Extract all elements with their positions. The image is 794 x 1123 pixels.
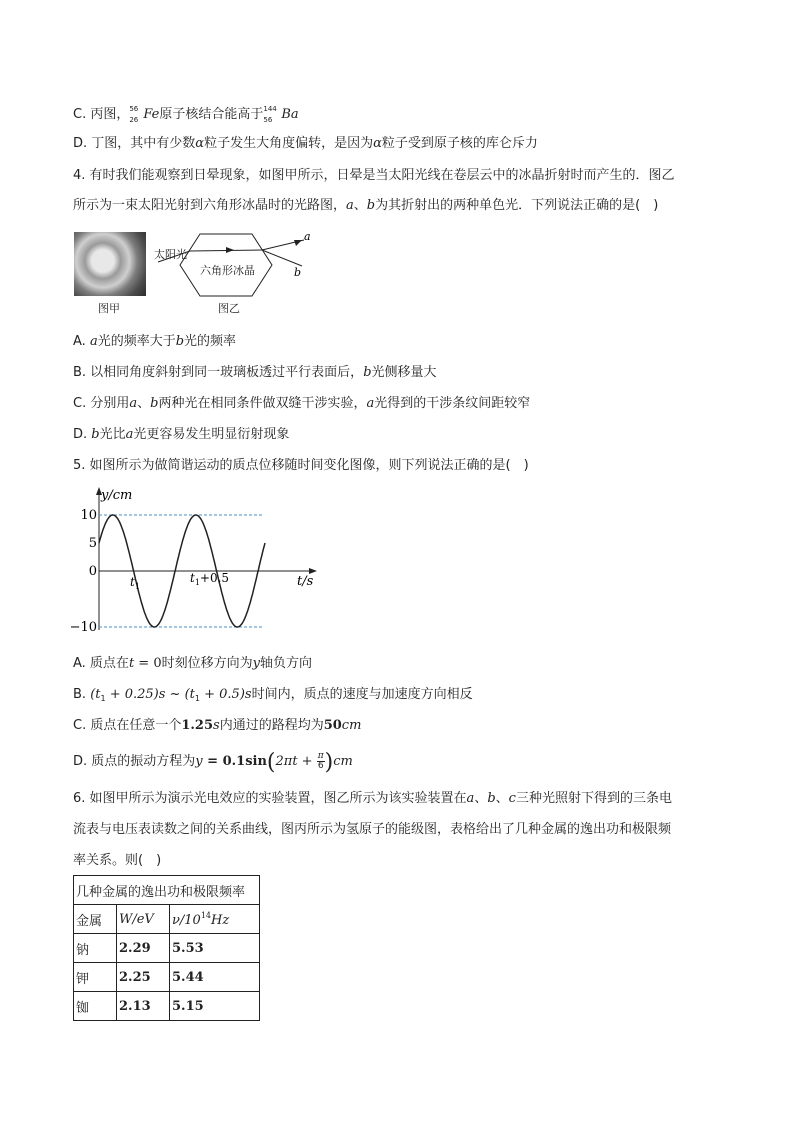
q6-stem-line2: 流表与电压表读数之间的关系曲线，图丙所示为氢原子的能级图，表格给出了几种金属的逸出功和极限频 (73, 822, 672, 837)
tick-10: 10 (80, 508, 97, 523)
tick-neg10: −10 (69, 620, 97, 635)
table-caption-row (74, 876, 260, 905)
metal-work-function-table (73, 875, 260, 1021)
q4-stem-line1: 4. 有时我们能观察到日晕现象，如图甲所示，日晕是当太阳光线在卷层云中的冰晶折射时而产生的．图乙 (73, 168, 675, 183)
t1-plus-label: $t_1+0.5$ (190, 571, 230, 587)
q4-figure (74, 232, 314, 316)
header-work-function: W/eV (117, 905, 170, 934)
q5-option-a: A. 质点在t = 0时刻位移方向为y轴负方向 (73, 656, 312, 671)
tick-0: 0 (88, 564, 97, 579)
ray-a-label: a (304, 230, 311, 243)
table-row: 钾 2.25 5.44 (74, 963, 260, 992)
t1-label: $t_1$ (130, 575, 140, 591)
q6-stem-line3: 率关系。则( ) (73, 853, 162, 868)
displacement-time-graph (69, 485, 325, 635)
photo-caption: 图甲 (98, 302, 120, 315)
q4-option-a: A. a光的频率大于b光的频率 (73, 334, 237, 349)
q4-option-b: B. 以相同角度斜射到同一玻璃板透过平行表面后，b光侧移量大 (73, 365, 437, 380)
q5-stem: 5. 如图所示为做简谐运动的质点位移随时间变化图像，则下列说法正确的是( ) (73, 458, 529, 473)
header-metal: 金属 (74, 905, 117, 934)
q3-option-d: D. 丁图，其中有少数α粒子发生大角度偏转，是因为α粒子受到原子核的库仑斥力 (73, 136, 538, 151)
table-row: 钠 2.29 5.53 (74, 934, 260, 963)
y-axis-label: y/cm (101, 488, 133, 503)
x-axis-label: t/s (297, 574, 314, 589)
tick-5: 5 (88, 536, 97, 551)
q4-stem-line2: 所示为一束太阳光射到六角形冰晶时的光路图，a、b为其折射出的两种单色光．下列说法正确的是( ) (73, 198, 659, 213)
crystal-label: 六角形冰晶 (200, 264, 255, 277)
q5-option-b: B. $(t_1 + 0.25)s$ ~ $(t_1 + 0.5)s$时间内，质点的速度与加速度方向相反 (73, 687, 473, 703)
table-row: 铷 2.13 5.15 (74, 992, 260, 1021)
hex-caption: 图乙 (218, 302, 240, 315)
table-caption: 几种金属的逸出功和极限频率 (74, 876, 260, 905)
q5-option-c: C. 质点在任意一个1.25s内通过的路程均为50cm (73, 718, 362, 733)
fe-nuclide: 56 26 (129, 105, 139, 124)
q4-option-c: C. 分别用a、b两种光在相同条件做双缝干涉实验，a光得到的干涉条纹间距较窄 (73, 396, 531, 411)
halo-photo (74, 232, 146, 296)
header-frequency: $\nu/10^{14}Hz$ (170, 905, 260, 934)
ray-b-label: b (294, 266, 302, 279)
q6-stem-line1: 6. 如图甲所示为演示光电效应的实验装置，图乙所示为该实验装置在a、b、c三种光照射下得到的三条电 (73, 791, 672, 806)
q3-option-c: C. 丙图， 56 26 Fe原子核结合能高于 144 56 Ba (73, 105, 299, 124)
q4-option-d: D. b光比a光更容易发生明显衍射现象 (73, 427, 290, 442)
q5-option-d: D. 质点的振动方程为y = 0.1sin(2πt + $\frac{\pi}{6}$ )cm (73, 750, 353, 775)
sunlight-label: 太阳光 (154, 248, 187, 261)
pi-over-6: $\frac{\pi}{6}$ (317, 751, 324, 771)
ba-nuclide: 144 56 (263, 105, 277, 124)
arrow-inner (226, 247, 234, 253)
table-header-row (74, 905, 260, 934)
arrow-a (294, 240, 302, 246)
